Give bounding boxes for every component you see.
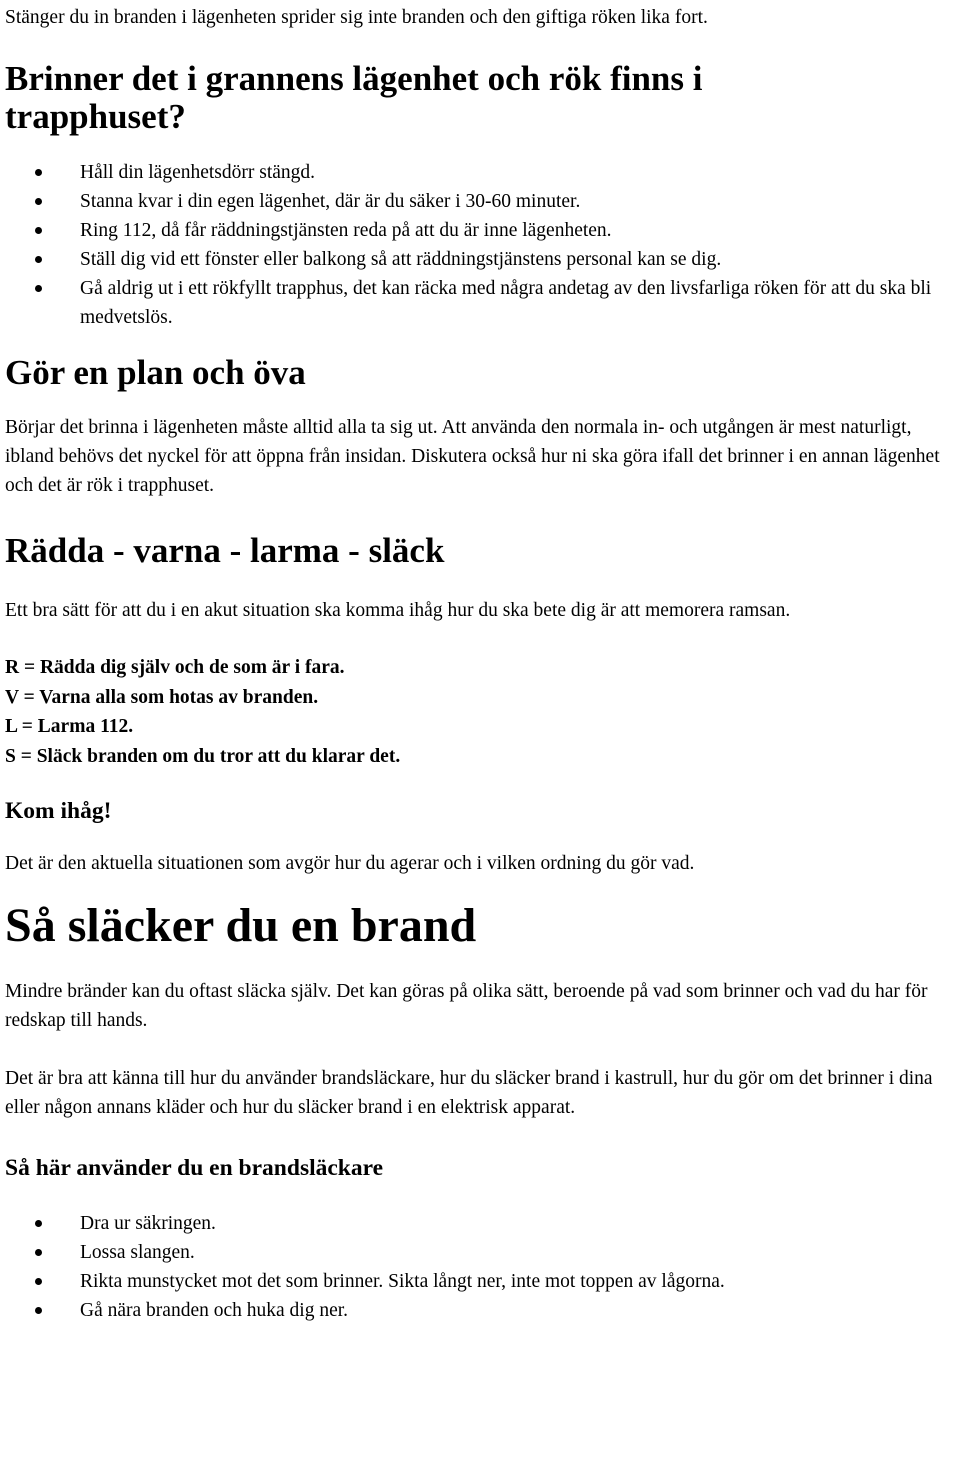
list-item: [5, 274, 957, 332]
bullet-icon: [35, 256, 42, 263]
remember-heading: Kom ihåg!: [5, 798, 112, 824]
ramsa-line-l: L = Larma 112.: [5, 716, 134, 737]
list-item-text: Dra ur säkringen.: [80, 1213, 216, 1234]
bullet-icon: [35, 198, 42, 205]
list-item-text: Rikta munstycket mot det som brinner. Sikta långt ner, inte mot toppen av lågorna.: [80, 1271, 725, 1292]
list-item-text: Stanna kvar i din egen lägenhet, där är du säker i 30-60 minuter.: [80, 191, 581, 212]
rvls-paragraph: Ett bra sätt för att du i en akut situation ska komma ihåg hur du ska bete dig är att memorera ramsan.: [5, 600, 791, 621]
bullet-icon: [35, 227, 42, 234]
extinguish-paragraph-2: Det är bra att känna till hur du använder brandsläckare, hur du släcker brand i kastrull, hur du gör om det brinner i dina eller någon annans kläder och hur du släcker brand i en elektrisk apparat.: [5, 1068, 933, 1118]
rvls-heading: Rädda - varna - larma - släck: [5, 531, 445, 570]
list-item-text: Lossa slangen.: [80, 1242, 195, 1263]
document-page: [5, 0, 957, 1325]
extinguish-heading: Så släcker du en brand: [5, 899, 477, 952]
bullet-icon: [35, 1307, 42, 1314]
neighbor-fire-list: [5, 158, 957, 332]
list-item: [5, 1296, 957, 1325]
bullet-icon: [35, 1249, 42, 1256]
neighbor-fire-heading: [5, 60, 957, 136]
bullet-icon: [35, 1278, 42, 1285]
neighbor-fire-heading-line2: trapphuset?: [5, 97, 186, 136]
bullet-icon: [35, 1220, 42, 1227]
list-item: [5, 187, 957, 216]
list-item: [5, 158, 957, 187]
ramsa-block: [5, 653, 957, 771]
plan-heading: Gör en plan och öva: [5, 353, 306, 392]
bullet-icon: [35, 169, 42, 176]
list-item-text: Håll din lägenhetsdörr stängd.: [80, 162, 316, 183]
intro-paragraph: Stänger du in branden i lägenheten sprider sig inte branden och den giftiga röken lika fort.: [5, 7, 708, 28]
list-item: [5, 1209, 957, 1238]
neighbor-fire-heading-line1: Brinner det i grannens lägenhet och rök finns i: [5, 59, 703, 98]
ramsa-line-s: S = Släck branden om du tror att du klarar det.: [5, 745, 401, 767]
list-item: [5, 216, 957, 245]
list-item-text: Gå aldrig ut i ett rökfyllt trapphus, det kan räcka med några andetag av den livsfarliga röken för att du ska bli medvetslös.: [80, 278, 932, 328]
ramsa-line-r: R = Rädda dig själv och de som är i fara.: [5, 657, 345, 678]
list-item: [5, 245, 957, 274]
extinguisher-steps-list: [5, 1209, 957, 1325]
extinguisher-heading: Så här använder du en brandsläckare: [5, 1155, 384, 1181]
list-item: [5, 1238, 957, 1267]
bullet-icon: [35, 285, 42, 292]
list-item-text: Ring 112, då får räddningstjänsten reda på att du är inne lägenheten.: [80, 220, 612, 241]
list-item-text: Gå nära branden och huka dig ner.: [80, 1300, 349, 1321]
remember-paragraph: Det är den aktuella situationen som avgör hur du agerar och i vilken ordning du gör vad.: [5, 853, 695, 874]
list-item: [5, 1267, 957, 1296]
list-item-text: Ställ dig vid ett fönster eller balkong så att räddningstjänstens personal kan se dig.: [80, 249, 722, 270]
ramsa-line-v: V = Varna alla som hotas av branden.: [5, 686, 319, 708]
extinguish-paragraph-1: Mindre bränder kan du oftast släcka själv. Det kan göras på olika sätt, beroende på vad som brinner och vad du har för redskap till hands.: [5, 981, 928, 1031]
plan-paragraph: Börjar det brinna i lägenheten måste alltid alla ta sig ut. Att använda den normala in- och utgången är mest naturligt, ibland behövs det nyckel för att öppna från insidan. Diskutera också hur ni ska göra ifall det brinner i en annan lägenhet och det är rök i trapphuset.: [5, 417, 940, 496]
